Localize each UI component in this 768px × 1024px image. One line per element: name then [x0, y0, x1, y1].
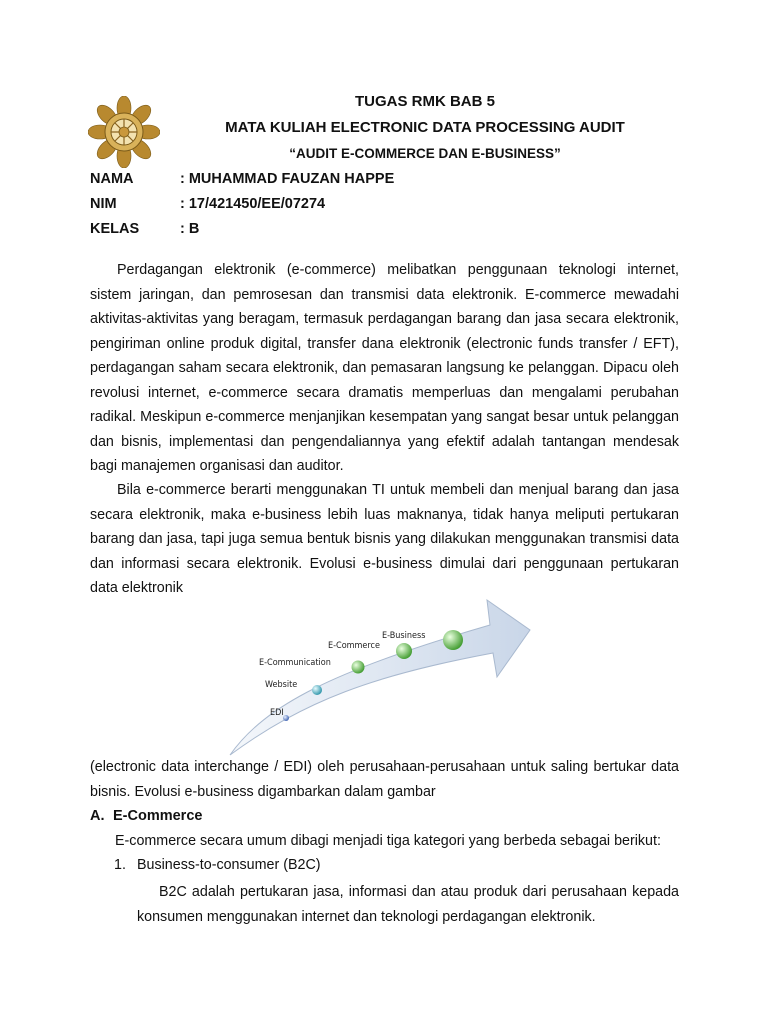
label-website: Website [265, 680, 298, 690]
university-seal-logo [88, 96, 160, 168]
list-item-number: 1. [114, 857, 126, 873]
ecommerce-node [396, 643, 412, 659]
course-title: MATA KULIAH ELECTRONIC DATA PROCESSING AUDIT [225, 119, 625, 136]
ecommunication-node [352, 661, 365, 674]
nim-value: : 17/421450/EE/07274 [180, 196, 326, 212]
paragraph-ebusiness: Bila e-commerce berarti menggunakan TI untuk membeli dan menjual barang dan jasa secara elektronik, maka e-business lebih luas maknanya, tidak hanya meliputi pertukaran barang dan jasa, tapi juga semua bentuk bisnis yang dilakukan menggunakan transmisi data dan informasi secara elektronik. Evolusi e-business dimulai dari penggunaan pertukaran data elektronik [90, 482, 679, 596]
ebusiness-evolution-diagram [225, 595, 535, 760]
label-ebusiness: E-Business [382, 631, 426, 641]
section-number: A. [90, 808, 105, 824]
topic-title: “AUDIT E-COMMERCE DAN E-BUSINESS” [289, 146, 561, 161]
nama-value: : MUHAMMAD FAUZAN HAPPE [180, 171, 395, 187]
paragraph-ecommerce-intro: Perdagangan elektronik (e-commerce) melibatkan penggunaan teknologi internet, sistem jaringan, dan pemrosesan dan transmisi data elektronik. E-commerce mewadahi aktivitas-aktivitas yang beragam, termasuk perdagangan barang dan jasa secara elektronik, pengiriman online produk digital, transfer dana elektronik (electronic funds transfer / EFT), perdagangan saham secara elektronik, dan pemasaran langsung ke pelanggan. Dipacu oleh revolusi internet, e-commerce secara dramatis memperluas dan mengalami perubahan radikal. Meskipun e-commerce menjanjikan kesempatan yang sangat besar untuk pelanggan dan bisnis, implementasi dan pengendaliannya yang efektif adalah tantangan mendesak bagi manajemen organisasi dan auditor. [90, 262, 679, 474]
list-item-b2c-title: Business-to-consumer (B2C) [137, 857, 321, 873]
label-ecommerce: E-Commerce [328, 641, 380, 651]
kelas-value: : B [180, 221, 200, 237]
section-intro: E-commerce secara umum dibagi menjadi tiga kategori yang berbeda sebagai berikut: [115, 833, 661, 849]
kelas-label: KELAS [90, 221, 140, 237]
paragraph-b2c: B2C adalah pertukaran jasa, informasi dan atau produk dari perusahaan kepada konsumen menggunakan internet dan teknologi perdagangan elektronik. [137, 884, 679, 925]
label-ecommunication: E-Communication [259, 658, 331, 668]
evolution-arrow [230, 600, 530, 755]
nama-label: NAMA [90, 171, 134, 187]
section-title: E-Commerce [113, 808, 203, 824]
website-node [312, 685, 322, 695]
label-edi: EDI [270, 708, 284, 718]
paragraph-edi: (electronic data interchange / EDI) oleh perusahaan-perusahaan untuk saling bertukar data bisnis. Evolusi e-business digambarkan dalam gambar [90, 759, 679, 800]
document-title: TUGAS RMK BAB 5 [354, 93, 495, 110]
ebusiness-node [443, 630, 463, 650]
nim-label: NIM [90, 196, 117, 212]
edi-node [283, 715, 289, 721]
